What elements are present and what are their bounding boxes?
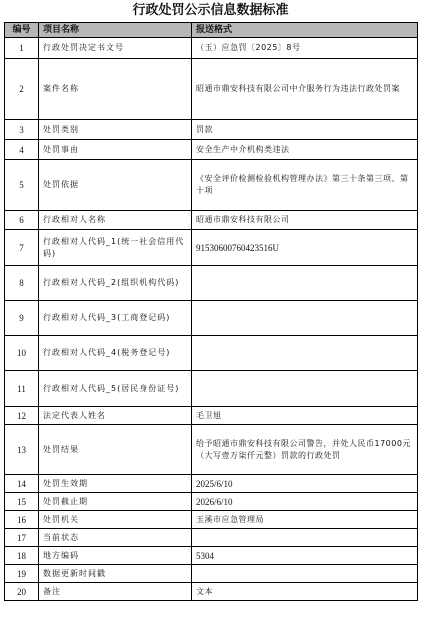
row-format — [192, 371, 418, 407]
row-number: 5 — [5, 160, 39, 211]
row-number: 14 — [5, 475, 39, 493]
row-format — [192, 336, 418, 371]
row-number: 17 — [5, 529, 39, 547]
row-number: 20 — [5, 583, 39, 601]
row-item-name: 案件名称 — [39, 59, 192, 120]
table-row — [5, 59, 418, 120]
row-number: 16 — [5, 511, 39, 529]
row-number: 4 — [5, 140, 39, 160]
row-format: 昭通市鼎安科技有限公司中介服务行为违法行政处罚案 — [192, 59, 418, 120]
row-number: 3 — [5, 120, 39, 140]
row-format: 91530600760423516U — [192, 230, 418, 266]
row-item-name: 行政处罚决定书文号 — [39, 38, 192, 59]
table-row — [5, 475, 418, 493]
document-title: 行政处罚公示信息数据标准 — [132, 3, 289, 18]
row-format: 2026/6/10 — [192, 493, 418, 511]
row-format: 《安全评价检测检验机构管理办法》第三十条第三项、第十项 — [192, 160, 418, 211]
row-item-name: 处罚结果 — [39, 425, 192, 475]
row-format: 玉溪市应急管理局 — [192, 511, 418, 529]
table-row — [5, 211, 418, 230]
table-row — [5, 583, 418, 601]
table-row — [5, 38, 418, 59]
table-row — [5, 407, 418, 425]
row-format: 2025/6/10 — [192, 475, 418, 493]
row-number: 1 — [5, 38, 39, 59]
row-number: 6 — [5, 211, 39, 230]
row-number: 12 — [5, 407, 39, 425]
row-format — [192, 565, 418, 583]
row-number: 19 — [5, 565, 39, 583]
table-row — [5, 565, 418, 583]
row-number: 7 — [5, 230, 39, 266]
row-number: 13 — [5, 425, 39, 475]
table-row — [5, 425, 418, 475]
header-format: 报送格式 — [192, 23, 418, 38]
row-item-name: 数据更新时间戳 — [39, 565, 192, 583]
row-format: 昭通市鼎安科技有限公司 — [192, 211, 418, 230]
row-number: 18 — [5, 547, 39, 565]
row-number: 9 — [5, 301, 39, 336]
table-row — [5, 120, 418, 140]
row-format — [192, 529, 418, 547]
row-item-name: 行政相对人代码_1(统一社会信用代码) — [39, 230, 192, 266]
row-item-name: 行政相对人代码_2(组织机构代码) — [39, 266, 192, 301]
row-item-name: 法定代表人姓名 — [39, 407, 192, 425]
row-number: 10 — [5, 336, 39, 371]
row-item-name: 行政相对人代码_5(居民身份证号) — [39, 371, 192, 407]
row-item-name: 行政相对人代码_3(工商登记码) — [39, 301, 192, 336]
row-item-name: 备注 — [39, 583, 192, 601]
row-item-name: 地方编码 — [39, 547, 192, 565]
table-row — [5, 511, 418, 529]
table-row — [5, 140, 418, 160]
table-header-row — [5, 23, 418, 38]
row-format: 安全生产中介机构类违法 — [192, 140, 418, 160]
row-format: 文本 — [192, 583, 418, 601]
table-row — [5, 371, 418, 407]
row-number: 2 — [5, 59, 39, 120]
table-row — [5, 230, 418, 266]
row-number: 8 — [5, 266, 39, 301]
row-format: 毛卫旭 — [192, 407, 418, 425]
table-row — [5, 529, 418, 547]
row-format — [192, 301, 418, 336]
table-row — [5, 493, 418, 511]
table-row — [5, 160, 418, 211]
table-row — [5, 336, 418, 371]
row-format — [192, 266, 418, 301]
row-number: 11 — [5, 371, 39, 407]
row-format: 罚款 — [192, 120, 418, 140]
row-item-name: 行政相对人名称 — [39, 211, 192, 230]
penalty-info-table — [4, 22, 418, 601]
table-row — [5, 301, 418, 336]
row-format: 给予昭通市鼎安科技有限公司警告，并处人民币17000元（大写壹万柒仟元整）罚款的行政处罚 — [192, 425, 418, 475]
header-number: 编号 — [5, 23, 39, 38]
row-item-name: 处罚类别 — [39, 120, 192, 140]
row-format: （玉）应急罚〔2025〕8号 — [192, 38, 418, 59]
row-item-name: 行政相对人代码_4(税务登记号) — [39, 336, 192, 371]
header-item-name: 项目名称 — [39, 23, 192, 38]
row-item-name: 处罚机关 — [39, 511, 192, 529]
row-item-name: 处罚生效期 — [39, 475, 192, 493]
table-row — [5, 547, 418, 565]
table-row — [5, 266, 418, 301]
row-item-name: 处罚事由 — [39, 140, 192, 160]
row-format: 5304 — [192, 547, 418, 565]
row-item-name: 处罚截止期 — [39, 493, 192, 511]
row-number: 15 — [5, 493, 39, 511]
row-item-name: 处罚依据 — [39, 160, 192, 211]
row-item-name: 当前状态 — [39, 529, 192, 547]
